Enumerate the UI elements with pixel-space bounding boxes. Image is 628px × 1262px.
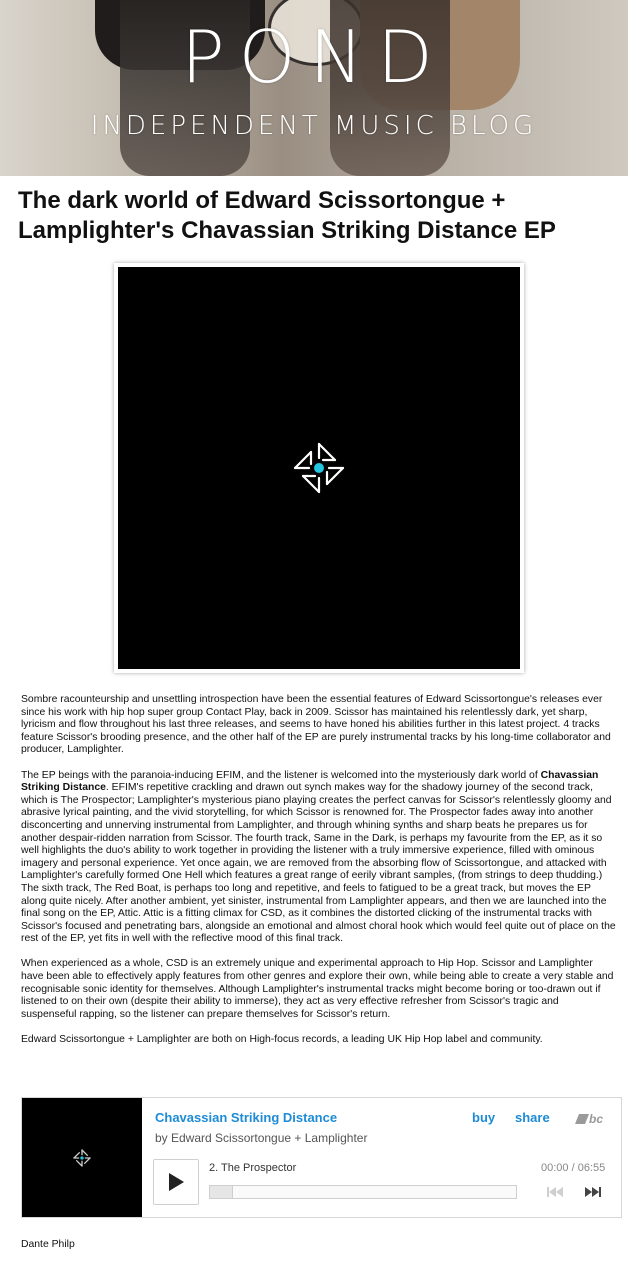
play-icon: [167, 1172, 185, 1192]
paragraph-2-intro: The EP beings with the paranoia-inducing EFIM, and the listener is welcomed into the mysteriously dark world of: [21, 769, 541, 781]
player-shutter-logo-icon: [72, 1148, 92, 1168]
next-track-button[interactable]: [584, 1185, 602, 1203]
player-album-title[interactable]: Chavassian Striking Distance: [155, 1110, 338, 1125]
post-title: The dark world of Edward Scissortongue + Lamplighter's Chavassian Striking Distance EP: [18, 187, 556, 244]
bandcamp-logo-text: bc: [589, 1112, 604, 1126]
bandcamp-mark-icon: [575, 1114, 589, 1124]
player-byline[interactable]: by Edward Scissortongue + Lamplighter: [155, 1131, 368, 1145]
previous-track-icon: [546, 1186, 564, 1198]
bandcamp-logo[interactable]: [575, 1112, 603, 1126]
blog-tagline: INDEPENDENT MUSIC BLOG: [90, 111, 538, 141]
article-body: [21, 694, 617, 1059]
paragraph-2-rest: . EFIM's repetitive crackling and drawn out synch makes way for the shadowy journey of the second track, which is The Prospector; Lamplighter's mysterious piano playing creates the perfect canvas for Scissor's relentlessly gloomy and abrasive lyrical painting, and the vivid storytelling, for which Scissor is renowned for. The Prospector fades away into another disconcerting and unnerving instrumental from Lamplighter, and through whining synths and sharp beats he prepares us for another despair-ridden narration from Scissor. The fourth track, Same in the Dark, is perhaps my favourite from the EP, as it so well highlights the duo's ability to work together in providing the listener with a truly immersive experience, filled with ominous imagery and personal experience. Yet once again, we are removed from the absorbing flow of Scissortongue, and attacked with Lamplighter's carefully formed One Hell which features a great range of eerily vibrant samples, (from strings to deep thudding.) The sixth track, The Red Boat, is perhaps too long and repetitive, and feels to fatigued to be a great track, but moves the EP along quite nicely. After another ambient, yet sinister, instrumental from Lamplighter appears, and then we are launched into the final song on the EP, Attic. Attic is a fitting climax for CSD, as it combines the distorted clicking of the instrumental tracks with Scissor's focused and penetrating bars, alongside an emotional and almost choral hook which would feel quite out of place on the rest of the EP, yet fits in well with the reflective mood of this final track.: [21, 782, 616, 945]
blog-logo[interactable]: POND: [181, 15, 447, 99]
article-paragraph-4: Edward Scissortongue + Lamplighter are both on High-focus records, a leading UK Hip Hop label and community.: [21, 1034, 543, 1046]
post-author: Dante Philp: [21, 1239, 75, 1250]
bandcamp-player: [21, 1097, 622, 1218]
album-cover: [118, 267, 520, 669]
article-paragraph-3: When experienced as a whole, CSD is an extremely unique and experimental approach to Hip Hop. Scissor and Lamplighter have been able to effectively apply features from other genres and explore their own, while being able to create a very stable and recognisable sonic identity for themselves. Although Lamplighter's instrumental tracks might become boring or too-drawn out if listened to on their own (despite their ability to immerse), they act as very effective refresher from Scissor's tragic and suspenseful rapping, so the listener can prepare themselves for Scissor's return.: [21, 958, 614, 1020]
current-track-name: 2. The Prospector: [209, 1162, 297, 1174]
previous-track-button[interactable]: [546, 1185, 564, 1203]
scrubber-handle[interactable]: [210, 1186, 233, 1198]
album-cover-frame: [114, 263, 524, 673]
share-link[interactable]: share: [515, 1110, 550, 1125]
track-time: 00:00 / 06:55: [541, 1162, 606, 1174]
player-album-art[interactable]: [22, 1098, 142, 1217]
header-banner: [0, 0, 628, 176]
next-track-icon: [584, 1186, 602, 1198]
progress-scrubber[interactable]: [209, 1185, 517, 1199]
article-paragraph-2: [21, 770, 617, 946]
shutter-logo-icon: [289, 438, 349, 498]
article-paragraph-1: Sombre racounteurship and unsettling introspection have been the essential features of Edward Scissortongue's releases ever since his work with hip hop super group Contact Play, back in 2009. Scissor has maintained his relentlessly dark, yet sharp, lyricism and flow throughout his last three releases, and seems to have honed his abilities further in this latest project. 4 tracks feature Scissor's brooding presence, and the other half of the EP are purely instrumental tracks by his long-time collaborator and producer, Lamplighter.: [21, 694, 611, 756]
album-name-bold: Chavassian Striking Distance: [21, 769, 599, 794]
play-button[interactable]: [153, 1159, 199, 1205]
buy-link[interactable]: buy: [472, 1110, 496, 1125]
